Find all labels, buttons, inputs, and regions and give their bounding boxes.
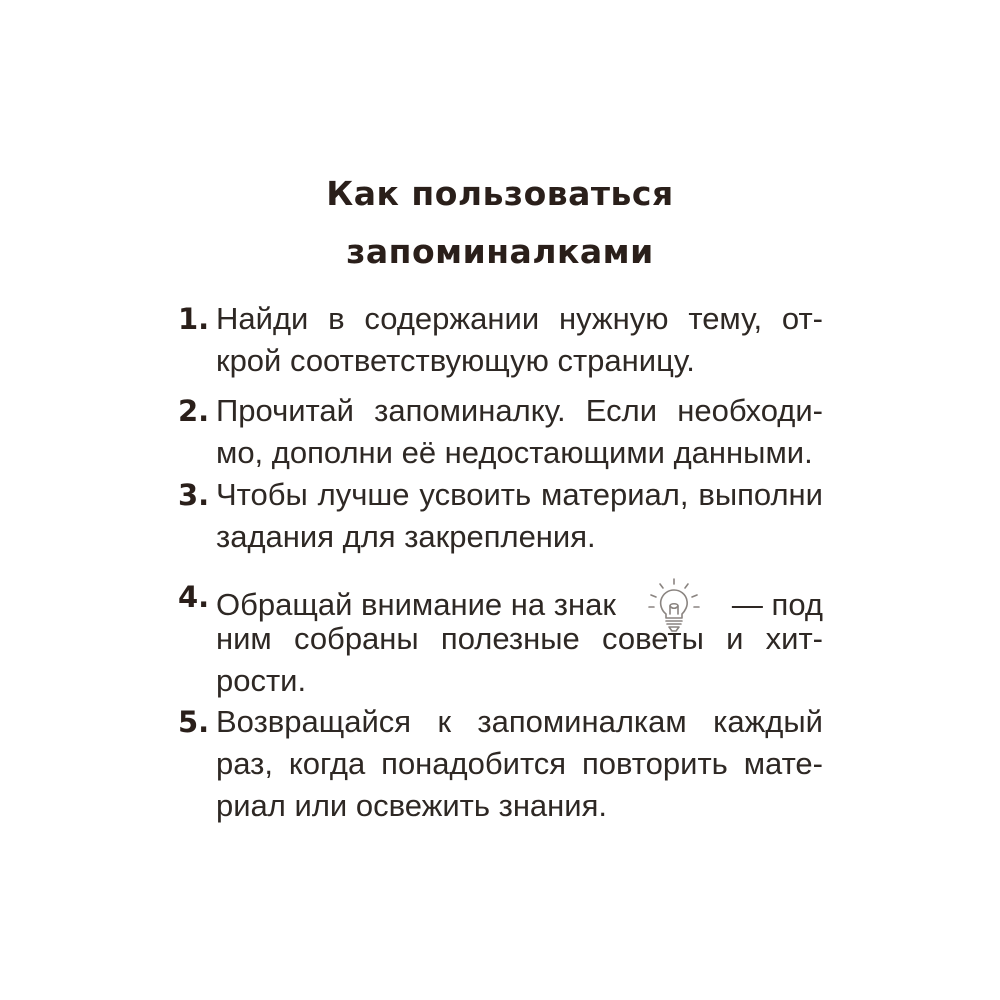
item-text-line: мо, дополни её недостающими данными. — [216, 435, 813, 470]
item-text-line: раз, когда понадобится повторить мате- — [216, 746, 823, 781]
item-number: 5. — [178, 705, 210, 739]
item-text-after-icon: — под — [731, 587, 823, 622]
item-number: 2. — [178, 394, 210, 428]
item-text-before-icon: Обращай внимание на знак — [216, 587, 616, 622]
item-text-line: Прочитай запоминалку. Если необходи- — [216, 393, 823, 428]
item-text-line: Возвращайся к запоминалкам каждый — [216, 704, 823, 739]
item-number: 4. — [178, 580, 210, 614]
page-title-line-2: запоминалками — [346, 232, 654, 271]
page-title-line-1: Как пользоваться — [326, 174, 674, 213]
item-text-line: задания для закрепления. — [216, 519, 596, 554]
item-text-line: Чтобы лучше усвоить материал, выполни — [216, 477, 823, 512]
item-number: 1. — [178, 302, 210, 336]
item-text-line: рости. — [216, 663, 307, 698]
item-text-line: Найди в содержании нужную тему, от- — [216, 301, 823, 336]
item-number: 3. — [178, 478, 210, 512]
item-text-line: крой соответствующую страницу. — [216, 343, 695, 378]
item-text-line: риал или освежить знания. — [216, 788, 608, 823]
item-text-line: ним собраны полезные советы и хит- — [216, 621, 823, 656]
